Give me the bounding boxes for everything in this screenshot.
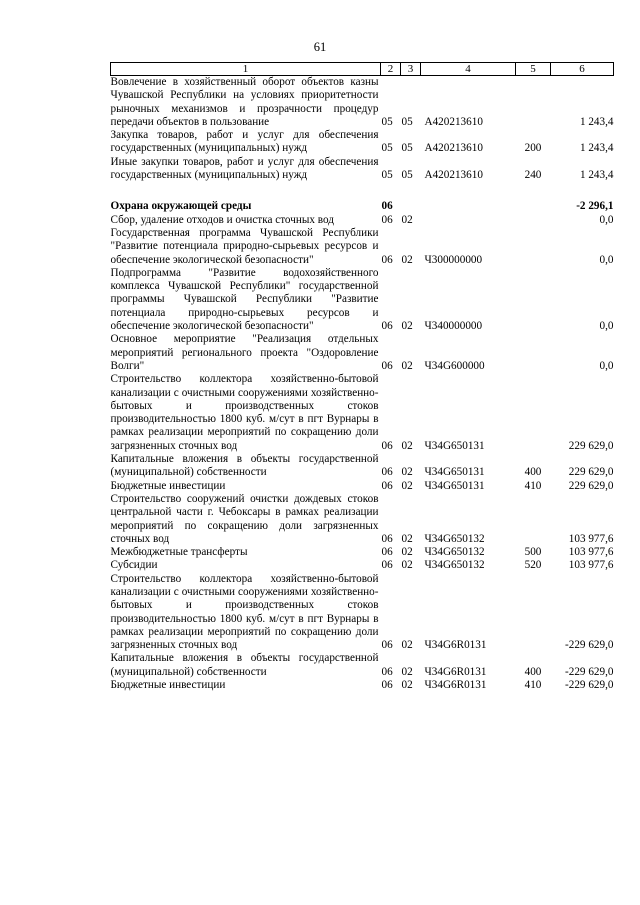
row-amount: 0,0 — [599, 320, 614, 333]
row-amount: 103 977,6 — [568, 559, 614, 572]
row-subsection: 02 — [401, 439, 413, 452]
table-row — [111, 267, 614, 333]
row-name: Субсидии — [110, 559, 158, 572]
row-name: Межбюджетные трансферты — [110, 546, 248, 559]
row-subsection: 05 — [401, 169, 413, 182]
row-section: 06 — [381, 532, 393, 545]
row-expense-type — [516, 373, 551, 453]
row-expense-type — [516, 333, 551, 373]
table-row — [111, 373, 614, 453]
row-subsection: 02 — [401, 213, 413, 226]
row-amount: 1 243,4 — [579, 142, 614, 155]
row-amount: -229 629,0 — [565, 679, 614, 692]
row-section: 06 — [381, 479, 393, 492]
row-expense-type: 200 — [524, 142, 542, 155]
row-amount: 0,0 — [599, 253, 614, 266]
row-expense-type: 410 — [524, 479, 542, 492]
row-target-article: Ч34G650131 — [424, 479, 485, 492]
row-target-article: Ч34G6R0131 — [424, 665, 487, 678]
row-target-article: Ч34G6R0131 — [424, 679, 487, 692]
row-name: Строительство сооружений очистки дождевых стоков центральной части г. Чебоксары в рамках реализации мероприятий по сокращению доли загрязненных сточных вод — [110, 492, 379, 545]
header-col-target-article: 4 — [421, 63, 516, 76]
row-name: Основное мероприятие "Реализация отдельных мероприятий регионального проекта "Оздоровление Волги" — [110, 333, 379, 372]
row-name: Вовлечение в хозяйственный оборот объектов казны Чувашской Республики на условиях приоритетности рыночных механизмов и прозрачности процедур передачи объектов в пользование — [110, 76, 379, 128]
row-expense-type: 520 — [524, 559, 542, 572]
row-expense-type — [516, 573, 551, 653]
row-section: 05 — [381, 115, 393, 128]
row-subsection: 02 — [401, 320, 413, 333]
table-row — [111, 559, 614, 572]
row-amount: 229 629,0 — [568, 439, 614, 452]
row-section: 06 — [381, 439, 393, 452]
table-row — [111, 480, 614, 493]
row-section: 06 — [381, 359, 393, 372]
row-expense-type — [516, 200, 551, 213]
row-target-article: А420213610 — [424, 115, 483, 128]
row-name: Бюджетные инвестиции — [110, 679, 226, 692]
table-row — [111, 333, 614, 373]
row-section: 06 — [381, 665, 393, 678]
row-target-article: А420213610 — [424, 142, 483, 155]
row-subsection: 02 — [401, 532, 413, 545]
row-amount: 0,0 — [599, 359, 614, 372]
table-row — [111, 200, 614, 213]
row-target-article — [421, 214, 516, 227]
table-row — [111, 679, 614, 692]
row-section: 06 — [381, 213, 393, 226]
row-name: Капитальные вложения в объекты государственной (муниципальной) собственности — [110, 652, 379, 678]
row-section: 06 — [381, 253, 393, 266]
row-expense-type — [516, 493, 551, 546]
row-subsection — [401, 200, 421, 213]
header-col-amount: 6 — [551, 63, 614, 76]
row-name: Строительство коллектора хозяйственно-бытовой канализации с очистными сооружениями хозяйственно-бытовых и производственных стоков производительностью 1800 куб. м/сут в пгт Вурнары в рамках реализации мероприятий по сокращению доли загрязненных сточных вод — [110, 373, 379, 452]
row-subsection: 02 — [401, 466, 413, 479]
spacer-row — [111, 182, 614, 200]
row-expense-type: 500 — [524, 546, 542, 559]
table-row — [111, 156, 614, 183]
table-row — [111, 76, 614, 130]
row-amount: 103 977,6 — [568, 532, 614, 545]
row-target-article: Ч340000000 — [424, 320, 483, 333]
row-subsection: 05 — [401, 142, 413, 155]
row-name: Иные закупки товаров, работ и услуг для обеспечения государственных (муниципальных) нужд — [110, 155, 379, 182]
table-row — [111, 493, 614, 546]
row-subsection: 05 — [401, 115, 413, 128]
row-amount: 1 243,4 — [579, 115, 614, 128]
row-section: 06 — [381, 559, 393, 572]
row-expense-type: 240 — [524, 169, 542, 182]
row-subsection: 02 — [401, 253, 413, 266]
row-target-article: Ч34G650131 — [424, 439, 485, 452]
row-name: Капитальные вложения в объекты государственной (муниципальной) собственности — [110, 453, 379, 479]
row-section: 06 — [381, 639, 393, 652]
row-target-article: А420213610 — [424, 169, 483, 182]
header-col-section: 2 — [381, 63, 401, 76]
row-section: 05 — [381, 169, 393, 182]
row-target-article: Ч34G600000 — [424, 359, 485, 372]
header-col-name: 1 — [111, 63, 381, 76]
row-subsection: 02 — [401, 479, 413, 492]
header-row — [111, 63, 614, 76]
row-expense-type: 410 — [524, 679, 542, 692]
row-name: Закупка товаров, работ и услуг для обеспечения государственных (муниципальных) нужд — [110, 129, 379, 155]
table-body — [111, 76, 614, 693]
row-amount: -229 629,0 — [565, 639, 614, 652]
row-subsection: 02 — [401, 359, 413, 372]
row-section: 06 — [381, 200, 393, 213]
budget-table — [110, 62, 614, 692]
row-amount: 0,0 — [599, 213, 614, 226]
row-section: 06 — [381, 679, 393, 692]
table-row — [111, 573, 614, 653]
row-subsection: 02 — [401, 679, 413, 692]
row-amount: -229 629,0 — [565, 665, 614, 678]
row-subsection: 02 — [401, 559, 413, 572]
row-expense-type — [516, 214, 551, 227]
row-amount: -2 296,1 — [576, 200, 614, 213]
header-col-expense-type: 5 — [516, 63, 551, 76]
header-col-subsection: 3 — [401, 63, 421, 76]
row-subsection: 02 — [401, 546, 413, 559]
row-name: Государственная программа Чувашской Республики "Развитие потенциала природно-сырьевых ресурсов и обеспечение экологической безопасности" — [110, 226, 379, 266]
spacer-cell — [111, 182, 614, 200]
row-target-article: Ч34G650132 — [424, 559, 485, 572]
table-row — [111, 546, 614, 559]
row-target-article: Ч34G650132 — [424, 546, 485, 559]
row-amount: 229 629,0 — [568, 479, 614, 492]
row-expense-type: 400 — [524, 466, 542, 479]
row-section: 06 — [381, 466, 393, 479]
row-name: Строительство коллектора хозяйственно-бытовой канализации с очистными сооружениями хозяйственно-бытовых и производственных стоков производительностью 1800 куб. м/сут в пгт Вурнары в рамках реализации мероприятий по сокращению доли загрязненных сточных вод — [110, 572, 379, 652]
page-number: 61 — [313, 40, 327, 54]
row-section: 06 — [381, 546, 393, 559]
row-amount: 229 629,0 — [568, 466, 614, 479]
row-name: Бюджетные инвестиции — [110, 479, 226, 492]
row-amount: 1 243,4 — [579, 169, 614, 182]
row-name: Охрана окружающей среды — [110, 200, 252, 213]
row-target-article: Ч34G650131 — [424, 466, 485, 479]
row-subsection: 02 — [401, 639, 413, 652]
row-subsection: 02 — [401, 665, 413, 678]
row-expense-type — [516, 267, 551, 333]
row-target-article: Ч34G650132 — [424, 532, 485, 545]
row-target-article — [421, 200, 516, 213]
row-expense-type: 400 — [524, 665, 542, 678]
table-row — [111, 652, 614, 679]
table-row — [111, 129, 614, 156]
row-section: 06 — [381, 320, 393, 333]
table-row — [111, 214, 614, 227]
row-name: Сбор, удаление отходов и очистка сточных вод — [110, 213, 334, 226]
row-target-article: Ч300000000 — [424, 253, 483, 266]
row-name: Подпрограмма "Развитие водохозяйственного комплекса Чувашской Республики" государственной программы Чувашской Республики "Развитие потенциала природно-сырьевых ресурсов и обеспечение экологической безопасности" — [110, 266, 379, 333]
row-expense-type — [516, 76, 551, 130]
row-expense-type — [516, 227, 551, 267]
table-row — [111, 453, 614, 480]
table-row — [111, 227, 614, 267]
row-section: 05 — [381, 142, 393, 155]
row-amount: 103 977,6 — [568, 546, 614, 559]
row-target-article: Ч34G6R0131 — [424, 639, 487, 652]
